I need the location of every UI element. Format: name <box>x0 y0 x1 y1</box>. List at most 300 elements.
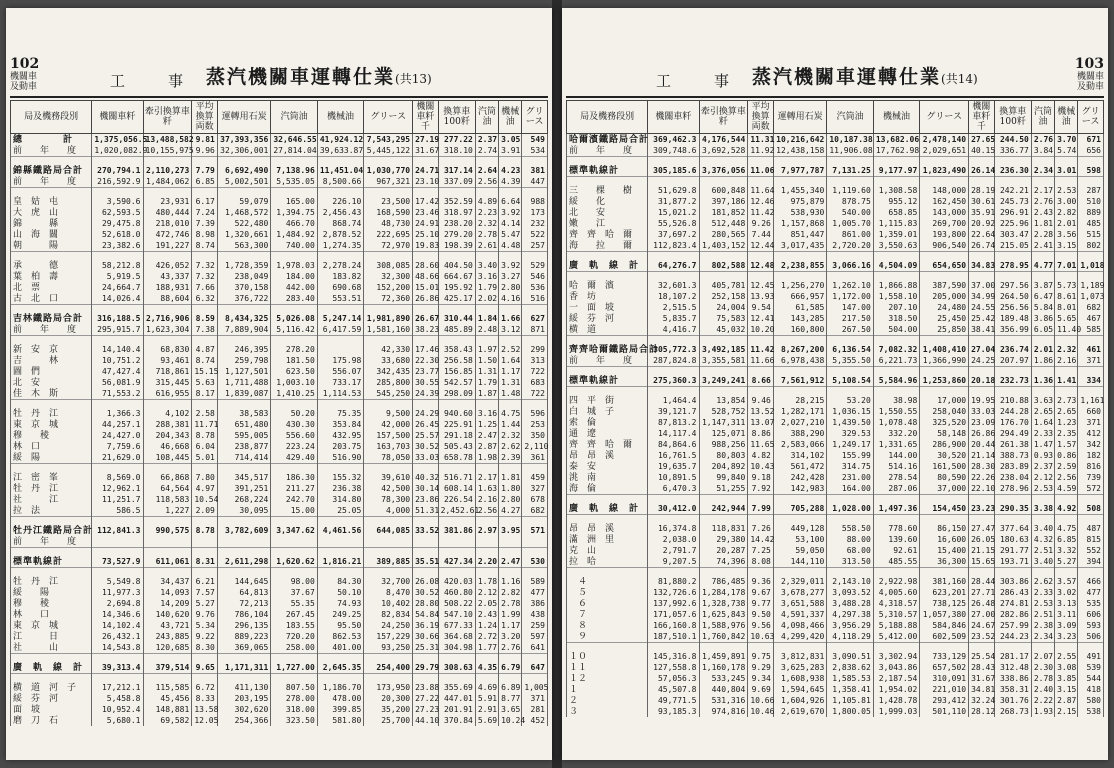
table-cell: 5,919.5 <box>92 271 143 282</box>
row-label: 通 遼 <box>567 428 648 439</box>
table-cell: 125,071 <box>699 428 748 439</box>
table-cell: 147.00 <box>827 302 873 313</box>
table-row <box>567 450 1104 461</box>
table-cell: 598 <box>1078 165 1104 177</box>
table-cell: 1,604,926 <box>773 695 826 706</box>
table-cell: 442.00 <box>271 282 317 293</box>
table-cell: 3.84 <box>1031 145 1054 157</box>
table-cell: 3.09 <box>1055 620 1078 631</box>
table-row <box>567 185 1104 196</box>
row-label: 佳 木 斯 <box>11 388 92 400</box>
table-cell: 43,721 <box>143 620 192 631</box>
table-cell: 544 <box>1078 673 1104 684</box>
table-cell: 3.02 <box>1055 587 1078 598</box>
table-cell: 299 <box>522 344 548 355</box>
table-cell: 2,720.20 <box>827 240 873 252</box>
table-cell: 38.23 <box>413 324 439 336</box>
table-cell: 861.00 <box>827 229 873 240</box>
table-cell: 39,633.87 <box>317 145 363 157</box>
table-row <box>567 651 1104 662</box>
table-cell: 28.43 <box>969 662 995 673</box>
table-cell: 1,160,178 <box>699 662 748 673</box>
table-cell: 25,850 <box>920 324 969 336</box>
table-cell: 426,052 <box>143 260 192 271</box>
table-cell: 28.44 <box>969 576 995 587</box>
table-cell: 2.51 <box>1031 609 1054 620</box>
table-cell: 2.62 <box>499 441 522 452</box>
table-cell: 1.86 <box>1031 355 1054 367</box>
table-cell <box>217 536 270 548</box>
table-cell: 303.86 <box>994 576 1031 587</box>
table-cell: 1.79 <box>475 377 498 388</box>
table-cell: 627 <box>522 313 548 324</box>
table-cell: 2,110 <box>522 441 548 452</box>
table-cell: 7,759.6 <box>92 441 143 452</box>
table-cell: 6,470.3 <box>648 483 699 495</box>
table-cell: 1,005.70 <box>827 218 873 229</box>
table-cell: 2.32 <box>1055 344 1078 355</box>
table-cell: 6.47 <box>1031 291 1054 302</box>
table-cell: 193,800 <box>920 229 969 240</box>
table-cell: 11.66 <box>748 355 774 367</box>
table-cell: 647 <box>522 662 548 674</box>
table-cell: 24,004 <box>699 302 748 313</box>
column-header: 汽筒油 <box>827 101 873 134</box>
table-cell: 225.91 <box>438 419 475 430</box>
table-cell: 5.47 <box>499 229 522 240</box>
table-cell: 2.78 <box>1031 673 1054 684</box>
table-cell: 30.61 <box>969 196 995 207</box>
table-row <box>11 218 548 229</box>
book-binding <box>552 0 562 768</box>
table-cell: 309,748.6 <box>648 145 699 157</box>
table-cell: 4,318.57 <box>873 598 919 609</box>
row-label: ９ <box>567 631 648 643</box>
column-header: グリース <box>522 101 548 134</box>
table-cell: 148,000 <box>920 185 969 196</box>
table-cell: 42,000 <box>364 419 413 430</box>
row-label: 標準軌線計 <box>567 165 648 177</box>
table-cell: 1,114.53 <box>317 388 363 400</box>
table-cell: 540.00 <box>827 207 873 218</box>
table-cell: 173 <box>522 207 548 218</box>
table-cell: 302,620 <box>217 704 270 715</box>
table-cell: 593 <box>1078 620 1104 631</box>
row-label: 總 計 <box>11 134 92 146</box>
table-cell: 6,692,490 <box>217 165 270 176</box>
table-cell: 93,185.3 <box>648 706 699 717</box>
table-cell: 188,931 <box>143 282 192 293</box>
table-cell: 558.50 <box>827 523 873 534</box>
table-cell: 379,514 <box>143 662 192 674</box>
table-cell: 81,880.2 <box>648 576 699 587</box>
table-cell: 11,251.7 <box>92 494 143 505</box>
table-row <box>567 417 1104 428</box>
table-cell: 9.96 <box>192 145 218 157</box>
table-cell: 73,527.9 <box>92 556 143 568</box>
table-cell: 906,540 <box>920 240 969 252</box>
table-cell: 889 <box>1078 207 1104 218</box>
table-cell: 485 <box>1078 218 1104 229</box>
table-cell: 93,250 <box>364 642 413 654</box>
table-row <box>11 145 548 157</box>
table-cell: 2.91 <box>475 704 498 715</box>
table-cell: 2.78 <box>475 229 498 240</box>
table-cell: 25.42 <box>969 313 995 324</box>
table-cell: 7.44 <box>748 229 774 240</box>
table-cell: 51,255 <box>699 483 748 495</box>
table-cell: 572 <box>1078 483 1104 495</box>
row-label: 一 面 坡 <box>567 302 648 313</box>
table-cell: 1,620.62 <box>271 556 317 568</box>
table-cell: 868.74 <box>317 218 363 229</box>
data-table <box>10 100 548 726</box>
column-header: 換算車100粁 <box>438 101 475 134</box>
table-cell: 3,678,277 <box>773 587 826 598</box>
table-cell: 3.40 <box>1031 556 1054 568</box>
table-cell: 9.22 <box>192 631 218 642</box>
table-cell: 2.53 <box>1055 185 1078 196</box>
total-row <box>567 165 1104 177</box>
table-cell: 4,118.29 <box>827 631 873 643</box>
table-cell: 641 <box>522 642 548 654</box>
table-cell: 17,762.98 <box>873 145 919 157</box>
table-cell: 162,450 <box>920 196 969 207</box>
table-cell: 2,716,906 <box>143 313 192 324</box>
table-cell: 1,036.15 <box>827 406 873 417</box>
table-cell: 258,040 <box>920 406 969 417</box>
table-row <box>11 642 548 654</box>
table-cell: 20.44 <box>969 439 995 450</box>
table-cell: 1.31 <box>499 377 522 388</box>
table-cell: 538,930 <box>773 207 826 218</box>
side-label: 機關車 及動車 <box>1076 72 1104 92</box>
table-cell: 2.15 <box>1055 706 1078 717</box>
table-cell: 345,517 <box>217 472 270 483</box>
table-cell: 267.50 <box>827 324 873 336</box>
table-cell: 163,703 <box>364 441 413 452</box>
table-cell: 281 <box>522 704 548 715</box>
row-label: 香 坊 <box>567 291 648 302</box>
table-cell: 22.64 <box>969 229 995 240</box>
table-cell: 232.73 <box>994 375 1031 387</box>
column-header: 機關車粁 <box>92 101 143 134</box>
table-row <box>567 324 1104 336</box>
table-cell: 187,510.1 <box>648 631 699 643</box>
table-cell: 651,480 <box>217 419 270 430</box>
table-cell: 278.95 <box>994 260 1031 272</box>
table-cell: 39,610 <box>364 472 413 483</box>
table-cell: 297.56 <box>994 280 1031 291</box>
table-cell: 534 <box>522 145 548 157</box>
table-cell: 332.20 <box>873 428 919 439</box>
table-cell: 238,049 <box>217 271 270 282</box>
table-cell: 3,090.51 <box>827 651 873 662</box>
table-cell: 25.10 <box>413 229 439 240</box>
table-cell: 283.89 <box>994 461 1031 472</box>
table-cell: 52,618.0 <box>92 229 143 240</box>
table-cell: 3.65 <box>499 704 522 715</box>
row-separator <box>567 387 1104 396</box>
table-cell: 1,105.81 <box>827 695 873 706</box>
table-cell: 862.53 <box>317 631 363 642</box>
table-cell <box>522 536 548 548</box>
table-cell: 318.10 <box>438 145 475 157</box>
table-row <box>567 523 1104 534</box>
table-cell: 553.51 <box>317 293 363 305</box>
table-cell: 4.16 <box>499 293 522 305</box>
table-cell: 28.12 <box>969 706 995 717</box>
table-cell: 1,464.4 <box>648 395 699 406</box>
table-cell: 6.04 <box>192 441 218 452</box>
table-cell: 1,331.65 <box>873 439 919 450</box>
table-cell: 6.79 <box>499 662 522 674</box>
table-cell: 4.89 <box>475 196 498 207</box>
table-cell: 88.00 <box>827 534 873 545</box>
table-cell <box>364 536 413 548</box>
table-cell: 432.95 <box>317 430 363 441</box>
table-cell: 7.32 <box>192 260 218 271</box>
row-label: 牡丹江鐵路局合計 <box>11 525 92 536</box>
table-cell: 78,050 <box>364 452 413 464</box>
table-cell: 394 <box>1078 556 1104 568</box>
table-row <box>567 229 1104 240</box>
table-cell: 270,794.1 <box>92 165 143 176</box>
table-cell: 11,977.3 <box>92 587 143 598</box>
table-row <box>567 207 1104 218</box>
table-cell: 1,078.48 <box>873 417 919 428</box>
table-cell: 277.22 <box>438 134 475 146</box>
table-cell: 516.90 <box>317 452 363 464</box>
row-separator <box>11 188 548 197</box>
table-cell: 3.92 <box>499 260 522 271</box>
table-cell: 2.48 <box>475 324 498 336</box>
table-cell: 44.10 <box>413 715 439 726</box>
table-cell: 3.20 <box>499 631 522 642</box>
table-cell: 3.40 <box>475 260 498 271</box>
header-row <box>567 101 1104 134</box>
table-cell: 24.67 <box>969 620 995 631</box>
table-cell: 7.79 <box>192 165 218 176</box>
table-cell: 656 <box>1078 145 1104 157</box>
table-cell: 3.92 <box>499 207 522 218</box>
table-cell: 2,187.54 <box>873 673 919 684</box>
table-cell: 25,700 <box>364 715 413 726</box>
row-label: 拉 法 <box>11 505 92 517</box>
table-cell: 508 <box>1078 503 1104 515</box>
table-cell: 1.98 <box>475 452 498 464</box>
table-row <box>11 587 548 598</box>
table-cell: 203.75 <box>317 441 363 452</box>
table-cell: 55,526.8 <box>648 218 699 229</box>
table-cell: 26.74 <box>969 240 995 252</box>
table-cell: 17,000 <box>920 395 969 406</box>
table-cell: 2.87 <box>475 441 498 452</box>
column-header: 汽筒油 <box>1031 101 1054 134</box>
table-cell: 74,396 <box>699 556 748 568</box>
table-cell: 608.14 <box>438 483 475 494</box>
table-cell: 740.00 <box>271 240 317 252</box>
table-cell: 33,680 <box>364 355 413 366</box>
table-cell: 381,160 <box>920 576 969 587</box>
table-cell: 8.77 <box>499 693 522 704</box>
table-cell: 6.17 <box>192 196 218 207</box>
table-cell: 9.77 <box>748 598 774 609</box>
table-cell: 1.81 <box>499 472 522 483</box>
table-cell: 68,830 <box>143 344 192 355</box>
table-cell: 7,889,904 <box>217 324 270 336</box>
table-row <box>567 280 1104 291</box>
table-cell: 461 <box>1078 344 1104 355</box>
row-label: 索 倫 <box>567 417 648 428</box>
table-cell: 940.60 <box>438 408 475 419</box>
table-cell: 595,005 <box>217 430 270 441</box>
table-cell: 22.26 <box>969 472 995 483</box>
side-label: 機關車 及動車 <box>10 72 38 92</box>
table-row <box>567 609 1104 620</box>
table-cell: 472,746 <box>143 229 192 240</box>
table-cell: 718,861 <box>143 366 192 377</box>
table-cell: 23,931 <box>143 196 192 207</box>
row-label: 克 山 <box>567 545 648 556</box>
table-cell: 14,093 <box>143 587 192 598</box>
table-cell: 2.97 <box>475 525 498 536</box>
table-cell: 244.50 <box>994 134 1031 146</box>
table-cell: 8.17 <box>192 388 218 400</box>
table-cell: 11.65 <box>748 439 774 450</box>
table-cell: 74.93 <box>317 598 363 609</box>
table-cell: 600,848 <box>699 185 748 196</box>
table-cell: 11.42 <box>748 344 774 355</box>
table-cell: 1.17 <box>499 620 522 631</box>
table-row <box>11 408 548 419</box>
table-cell: 2,238,855 <box>773 260 826 272</box>
table-cell: 4,504.09 <box>873 260 919 272</box>
table-cell: 447.01 <box>438 693 475 704</box>
table-cell: 11.42 <box>748 207 774 218</box>
table-cell: 733.17 <box>317 377 363 388</box>
table-cell: 7.57 <box>192 587 218 598</box>
table-cell: 27,814.04 <box>271 145 317 157</box>
table-cell: 238.04 <box>994 472 1031 483</box>
table-cell: 8.66 <box>748 375 774 387</box>
row-label: 大 虎 山 <box>11 207 92 218</box>
table-cell: 671 <box>1078 134 1104 146</box>
table-cell: 274.81 <box>994 598 1031 609</box>
table-cell: 491 <box>1078 651 1104 662</box>
table-cell: 301.76 <box>994 695 1031 706</box>
table-cell: 399.85 <box>317 704 363 715</box>
table-cell: 974,816 <box>699 706 748 717</box>
table-cell: 37,393,356 <box>217 134 270 146</box>
table-cell: 1.64 <box>499 355 522 366</box>
table-cell: 25,450 <box>920 313 969 324</box>
row-label: 社 江 <box>11 494 92 505</box>
table-cell: 10,402 <box>364 598 413 609</box>
table-cell: 37,000 <box>920 483 969 495</box>
table-cell: 24,250 <box>364 620 413 631</box>
column-header: 機關車粁 <box>648 101 699 134</box>
row-label: 拉 哈 <box>567 556 648 568</box>
column-header: 平均換算両数 <box>748 101 774 134</box>
table-cell: 5.69 <box>475 715 498 726</box>
table-cell: 3,782,609 <box>217 525 270 536</box>
table-cell: 23.10 <box>413 176 439 188</box>
table-cell: 28.80 <box>413 598 439 609</box>
table-cell: 186.30 <box>271 472 317 483</box>
table-cell: 68.00 <box>827 545 873 556</box>
table-cell: 275,360.3 <box>648 375 699 387</box>
table-cell: 26.14 <box>969 165 995 177</box>
table-cell: 26.08 <box>413 576 439 587</box>
table-cell: 522 <box>522 229 548 240</box>
table-cell: 84,864.6 <box>648 439 699 450</box>
table-cell: 786,485 <box>699 576 748 587</box>
table-cell: 12.48 <box>748 260 774 272</box>
table-cell: 546 <box>522 271 548 282</box>
table-cell <box>499 536 522 548</box>
table-cell: 571 <box>522 525 548 536</box>
row-label: 哈爾濱鐵路局合計 <box>567 134 648 146</box>
row-label: 朝 陽 <box>11 240 92 252</box>
table-cell: 369,065 <box>217 642 270 654</box>
table-cell <box>192 536 218 548</box>
table-cell: 660 <box>1078 406 1104 417</box>
table-cell: 1,727.00 <box>271 662 317 674</box>
table-cell: 2.32 <box>499 430 522 441</box>
table-row <box>567 483 1104 495</box>
table-cell: 46,668 <box>143 441 192 452</box>
table-cell: 5,835.7 <box>648 313 699 324</box>
table-cell: 371 <box>522 693 548 704</box>
row-separator <box>11 517 548 526</box>
table-cell: 13,854 <box>699 395 748 406</box>
table-cell: 71,553.2 <box>92 388 143 400</box>
table-cell: 5,247.14 <box>317 313 363 324</box>
table-cell: 2,922.98 <box>873 576 919 587</box>
table-cell: 420.03 <box>438 576 475 587</box>
total-row <box>11 556 548 568</box>
table-cell: 9.67 <box>748 587 774 598</box>
table-cell: 49,771.5 <box>648 695 699 706</box>
table-cell: 62,593.5 <box>92 207 143 218</box>
table-cell: 2.47 <box>475 430 498 441</box>
table-cell: 183.82 <box>317 271 363 282</box>
table-cell: 217.50 <box>827 313 873 324</box>
table-cell: 24.39 <box>413 388 439 400</box>
table-cell: 4,176,544 <box>699 134 748 146</box>
table-cell: 515 <box>1078 229 1104 240</box>
table-cell: 530 <box>522 556 548 568</box>
table-cell: 4,416.7 <box>648 324 699 336</box>
row-label: 海 拉 爾 <box>567 240 648 252</box>
table-cell: 16,761.5 <box>648 450 699 461</box>
column-header: 汽筒油 <box>475 101 498 134</box>
table-cell: 28.60 <box>413 260 439 271</box>
table-row <box>11 576 548 587</box>
table-cell: 2.74 <box>475 145 498 157</box>
table-cell: 7,561,912 <box>773 375 826 387</box>
table-cell: 207.10 <box>873 302 919 313</box>
table-cell: 29.79 <box>413 662 439 674</box>
table-cell: 3.00 <box>1055 196 1078 207</box>
table-cell: 15,400 <box>920 545 969 556</box>
table-cell: 254,400 <box>364 662 413 674</box>
table-cell: 6,978,438 <box>773 355 826 367</box>
table-cell: 334 <box>1078 375 1104 387</box>
table-cell: 504.00 <box>873 324 919 336</box>
table-cell: 291.18 <box>438 430 475 441</box>
